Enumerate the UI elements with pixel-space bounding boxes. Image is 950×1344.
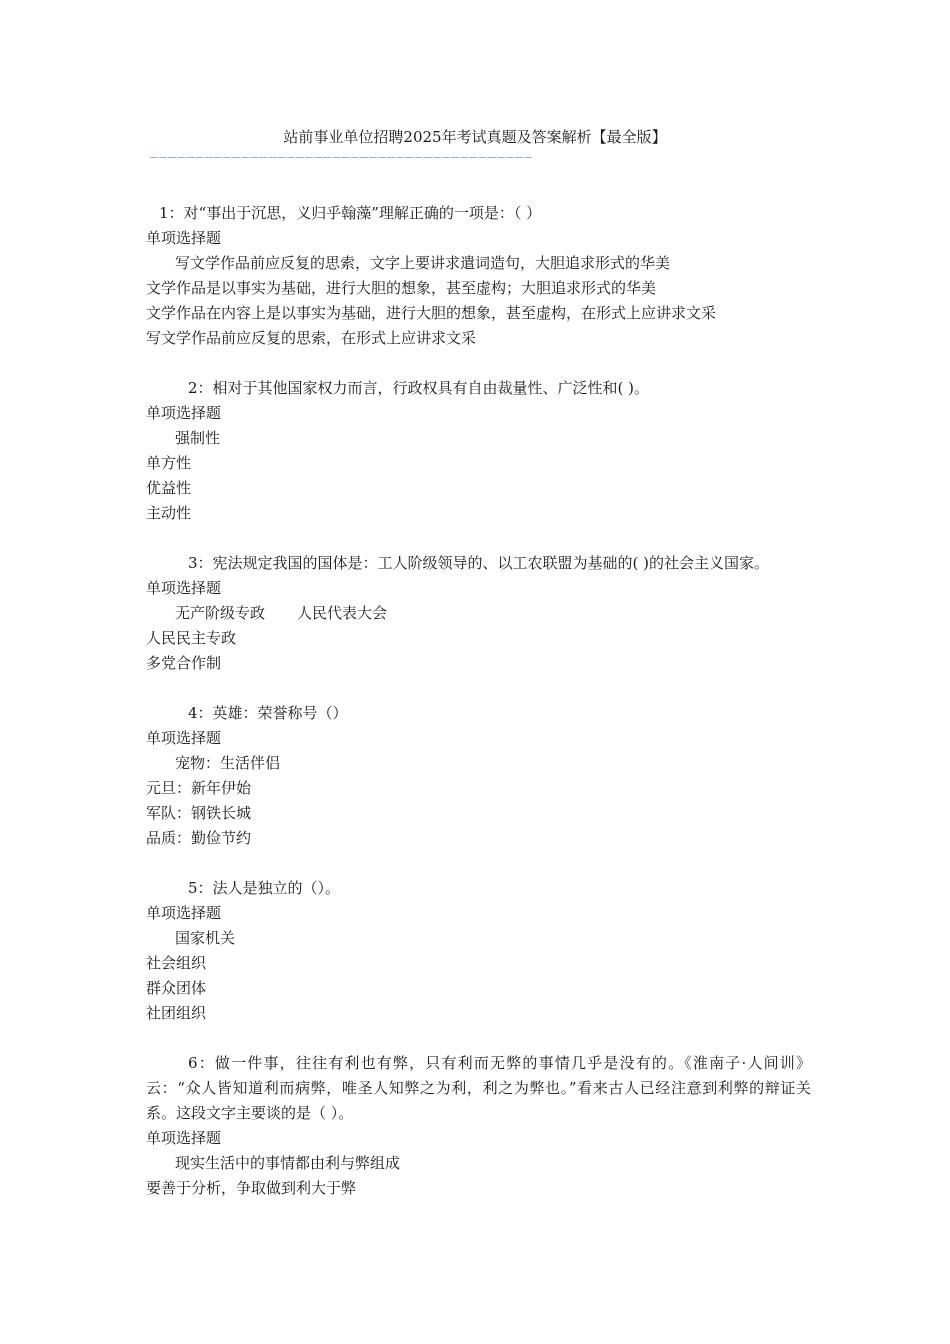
title-divider: ——————————————————————————————————————————	[150, 152, 534, 164]
option-b: 要善于分析，争取做到利大于弊	[146, 1179, 357, 1197]
option-c: 文学作品在内容上是以事实为基础，进行大胆的想象，甚至虚构，在形式上应讲求文采	[146, 304, 717, 322]
option-c: 群众团体	[146, 979, 207, 997]
question-stem: 2：相对于其他国家权力而言，行政权具有自由裁量性、广泛性和( )。	[188, 379, 650, 397]
option-a: 国家机关	[175, 929, 236, 947]
option-a: 现实生活中的事情都由利与弊组成	[175, 1154, 401, 1172]
option-d: 社团组织	[146, 1004, 207, 1022]
option-d: 主动性	[146, 504, 192, 522]
option-d: 品质：勤俭节约	[146, 829, 252, 847]
option-a: 强制性	[175, 429, 221, 447]
question-1	[146, 201, 811, 351]
question-3	[146, 551, 811, 676]
question-stem: 6：做一件事，往往有利也有弊，只有利而无弊的事情几乎是没有的。《淮南子·人间训》云：“众人皆知道利而病弊，唯圣人知弊之为利，利之为弊也。”看来古人已经注意到利弊的辩证关系。这段文字主要谈的是（ ）。	[146, 1054, 811, 1122]
question-stem: 3：宪法规定我国的国体是：工人阶级领导的、以工农联盟为基础的( )的社会主义国家。	[188, 554, 770, 572]
option-row-ab	[146, 601, 811, 626]
question-5	[146, 876, 811, 1026]
question-6	[146, 1051, 811, 1201]
question-type: 单项选择题	[146, 904, 222, 922]
option-b: 元旦：新年伊始	[146, 779, 252, 797]
question-4	[146, 701, 811, 851]
option-c: 人民民主专政	[146, 629, 237, 647]
document-title: 站前事业单位招聘2025年考试真题及答案解析【最全版】	[283, 128, 667, 146]
option-b: 单方性	[146, 454, 192, 472]
question-type: 单项选择题	[146, 1129, 222, 1147]
option-d: 写文学作品前应反复的思索，在形式上应讲求文采	[146, 329, 477, 347]
question-stem: 1：对“事出于沉思，义归乎翰藻”理解正确的一项是：（ ）	[159, 204, 542, 222]
option-b: 社会组织	[146, 954, 207, 972]
option-d: 多党合作制	[146, 654, 222, 672]
question-list	[146, 201, 811, 1226]
option-c: 优益性	[146, 479, 192, 497]
question-2	[146, 376, 811, 526]
question-type: 单项选择题	[146, 729, 222, 747]
option-a: 宠物：生活伴侣	[175, 754, 281, 772]
option-b: 人民代表大会	[297, 604, 388, 622]
option-a: 写文学作品前应反复的思索，文字上要讲求遣词造句，大胆追求形式的华美	[175, 254, 671, 272]
question-type: 单项选择题	[146, 229, 222, 247]
question-type: 单项选择题	[146, 404, 222, 422]
option-b: 文学作品是以事实为基础，进行大胆的想象，甚至虚构；大胆追求形式的华美	[146, 279, 657, 297]
question-stem: 5：法人是独立的（）。	[188, 879, 341, 897]
question-stem: 4：英雄：荣誉称号（）	[188, 704, 348, 722]
option-a: 无产阶级专政	[175, 604, 266, 622]
option-c: 军队：钢铁长城	[146, 804, 252, 822]
question-type: 单项选择题	[146, 579, 222, 597]
